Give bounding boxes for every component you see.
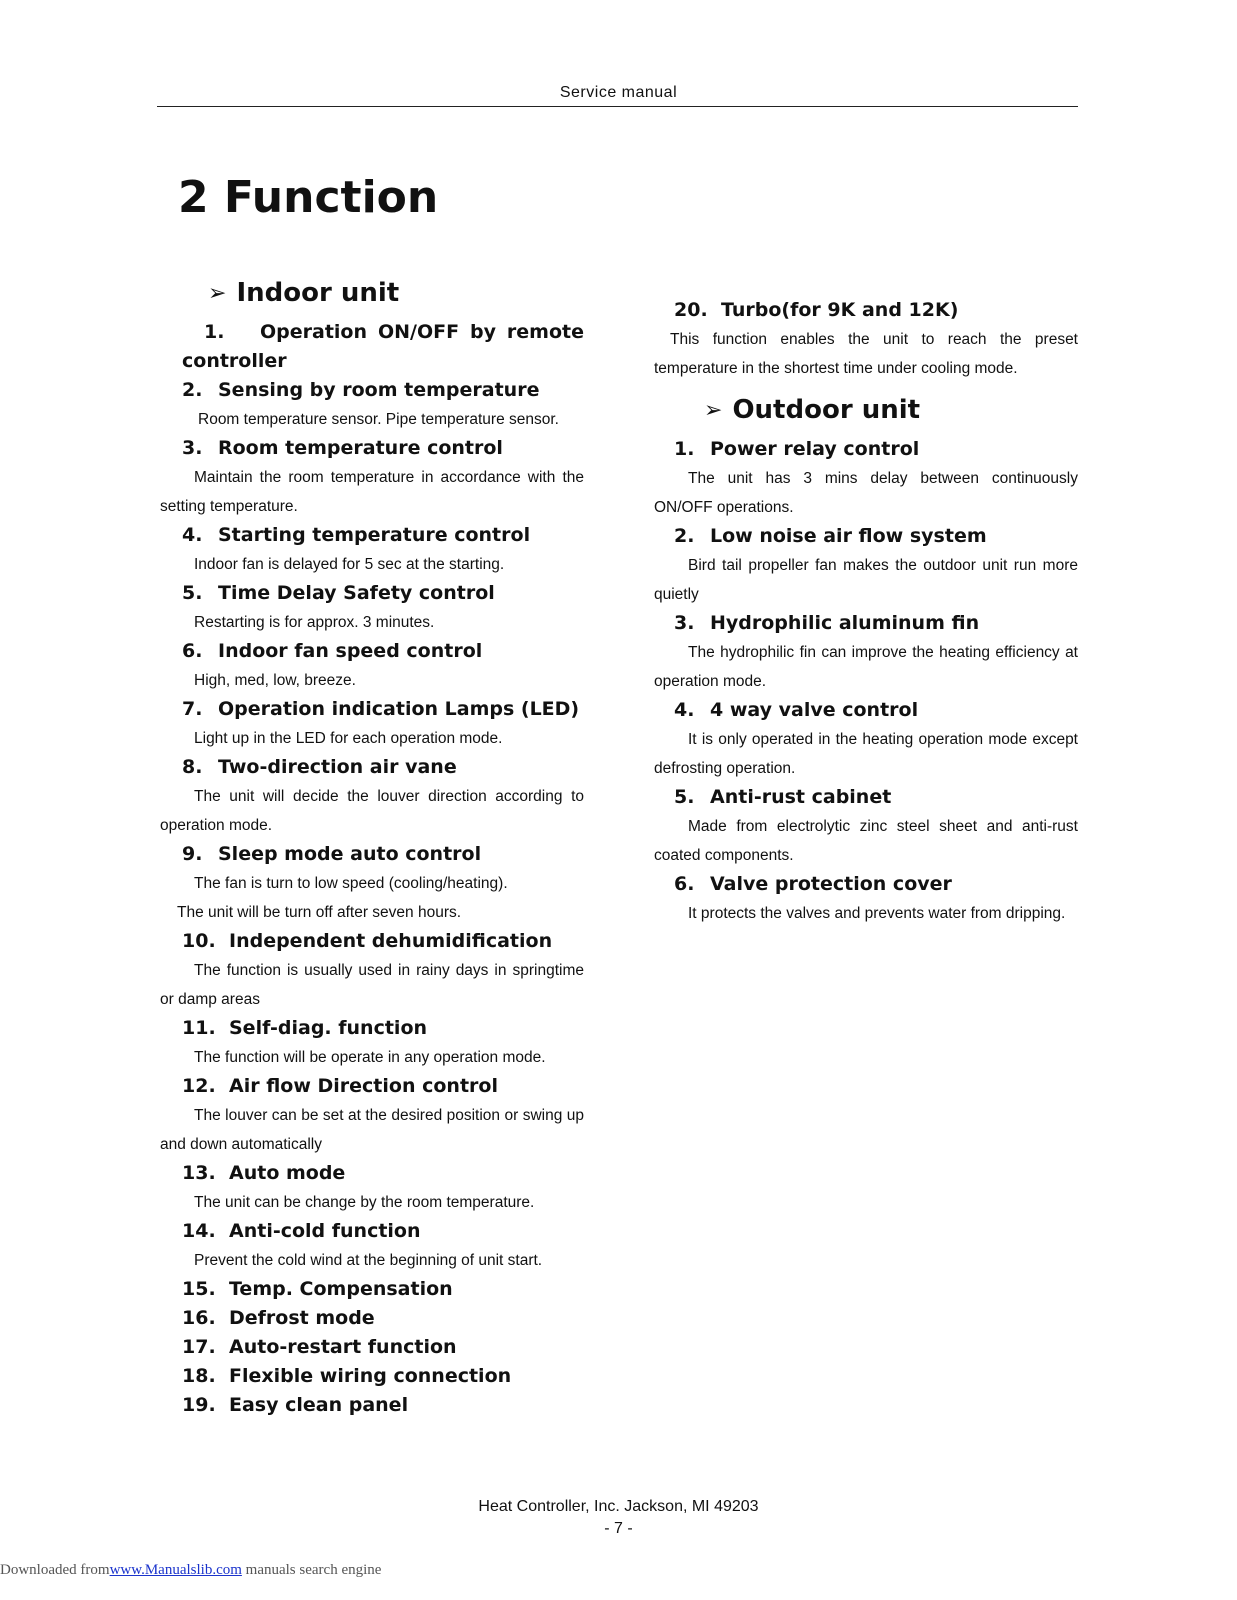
- item-description: Maintain the room temperature in accordance with the setting temperature.: [160, 469, 584, 515]
- item-description: Room temperature sensor. Pipe temperature sensor.: [198, 411, 559, 428]
- item-title: 4. Starting temperature control: [182, 524, 531, 546]
- list-item: [160, 1072, 584, 1159]
- list-item: [160, 376, 584, 434]
- item-title: 2. Sensing by room temperature: [182, 379, 540, 401]
- item-description: Indoor fan is delayed for 5 sec at the starting.: [194, 556, 505, 573]
- item-description: Bird tail propeller fan makes the outdoor unit run more quietly: [654, 557, 1078, 603]
- item-title: 16. Defrost mode: [182, 1307, 375, 1329]
- list-item: [160, 1391, 584, 1420]
- item-description: Prevent the cold wind at the beginning of unit start.: [194, 1252, 543, 1269]
- item-title: 1. Operation ON/OFF by remote controller: [182, 321, 584, 372]
- list-item: [654, 783, 1078, 870]
- item-description: High, med, low, breeze.: [194, 672, 356, 689]
- item-description: The unit will decide the louver direction according to operation mode.: [160, 788, 584, 834]
- item-description: Light up in the LED for each operation mode.: [194, 730, 503, 747]
- indoor-section-heading: [160, 278, 584, 308]
- list-item: [654, 609, 1078, 696]
- indoor-column: [160, 278, 584, 1420]
- footer-company: Heat Controller, Inc. Jackson, MI 49203: [478, 1498, 759, 1515]
- item-title: 5. Anti-rust cabinet: [674, 786, 892, 808]
- item-description: The unit can be change by the room temperature.: [194, 1194, 535, 1211]
- item-description: The fan is turn to low speed (cooling/heating).: [194, 875, 508, 892]
- item-title: 13. Auto mode: [182, 1162, 346, 1184]
- list-item: [160, 840, 584, 927]
- item-description: The function is usually used in rainy days in springtime or damp areas: [160, 962, 584, 1008]
- item-title: 9. Sleep mode auto control: [182, 843, 482, 865]
- item-title: 20. Turbo(for 9K and 12K): [674, 299, 959, 321]
- item-title: 1. Power relay control: [674, 438, 920, 460]
- item-title: 6. Indoor fan speed control: [182, 640, 483, 662]
- outdoor-column: [654, 296, 1078, 928]
- arrowhead-bullet-icon: ➢: [208, 280, 227, 306]
- item-title: 2. Low noise air flow system: [674, 525, 987, 547]
- item-title: 19. Easy clean panel: [182, 1394, 409, 1416]
- item-title: 14. Anti-cold function: [182, 1220, 421, 1242]
- item-title: 7. Operation indication Lamps (LED): [182, 698, 580, 720]
- list-item: [160, 753, 584, 840]
- list-item: [160, 434, 584, 521]
- outdoor-section-heading: [654, 395, 1078, 425]
- item-title: 17. Auto-restart function: [182, 1336, 457, 1358]
- item-description: The function will be operate in any operation mode.: [194, 1049, 546, 1066]
- list-item: [160, 637, 584, 695]
- item-title: 5. Time Delay Safety control: [182, 582, 495, 604]
- item-title: 15. Temp. Compensation: [182, 1278, 453, 1300]
- list-item: [160, 1217, 584, 1275]
- item-title: 12. Air flow Direction control: [182, 1075, 498, 1097]
- item-description: Made from electrolytic zinc steel sheet and anti-rust coated components.: [654, 818, 1078, 864]
- list-item: [654, 870, 1078, 928]
- list-item: [160, 1159, 584, 1217]
- section-title: Outdoor unit: [732, 395, 921, 425]
- item-description: The louver can be set at the desired position or swing up and down automatically: [160, 1107, 584, 1153]
- list-item: [160, 1304, 584, 1333]
- running-header: Service manual: [559, 84, 678, 101]
- list-item: [160, 1362, 584, 1391]
- item-description: It protects the valves and prevents water from dripping.: [688, 905, 1066, 922]
- item-title: 11. Self-diag. function: [182, 1017, 428, 1039]
- item-title: 4. 4 way valve control: [674, 699, 919, 721]
- item-description: This function enables the unit to reach the preset temperature in the shortest time under cooling mode.: [654, 331, 1078, 377]
- list-item: [654, 296, 1078, 383]
- header-rule: [157, 106, 1078, 107]
- list-item: [160, 579, 584, 637]
- list-item: [654, 522, 1078, 609]
- item-description: Restarting is for approx. 3 minutes.: [194, 614, 435, 631]
- item-description: The hydrophilic fin can improve the heating efficiency at operation mode.: [654, 644, 1078, 690]
- page-number: - 7 -: [604, 1520, 633, 1537]
- list-item: [160, 1275, 584, 1304]
- list-item: [160, 695, 584, 753]
- list-item: [654, 696, 1078, 783]
- item-title: 3. Hydrophilic aluminum fin: [674, 612, 980, 634]
- list-item: [160, 1014, 584, 1072]
- item-title: 6. Valve protection cover: [674, 873, 952, 895]
- item-title: 18. Flexible wiring connection: [182, 1365, 512, 1387]
- item-title: 8. Two-direction air vane: [182, 756, 457, 778]
- list-item: [160, 1333, 584, 1362]
- item-description-line-2: The unit will be turn off after seven hours.: [177, 904, 462, 921]
- item-description: The unit has 3 mins delay between continuously ON/OFF operations.: [654, 470, 1078, 516]
- download-suffix: manuals search engine: [241, 1562, 382, 1578]
- download-prefix: Downloaded from: [0, 1562, 110, 1578]
- item-description: It is only operated in the heating operation mode except defrosting operation.: [654, 731, 1078, 777]
- list-item: [654, 435, 1078, 522]
- list-item: [160, 521, 584, 579]
- list-item: [160, 927, 584, 1014]
- list-item: [160, 318, 584, 376]
- manualslib-link[interactable]: www.Manualslib.com: [109, 1562, 242, 1578]
- arrowhead-bullet-icon: ➢: [704, 397, 723, 423]
- item-title: 3. Room temperature control: [182, 437, 503, 459]
- download-notice: [0, 1562, 381, 1579]
- item-title: 10. Independent dehumidification: [182, 930, 553, 952]
- section-title: Indoor unit: [236, 278, 400, 308]
- chapter-title: 2 Function: [178, 172, 439, 223]
